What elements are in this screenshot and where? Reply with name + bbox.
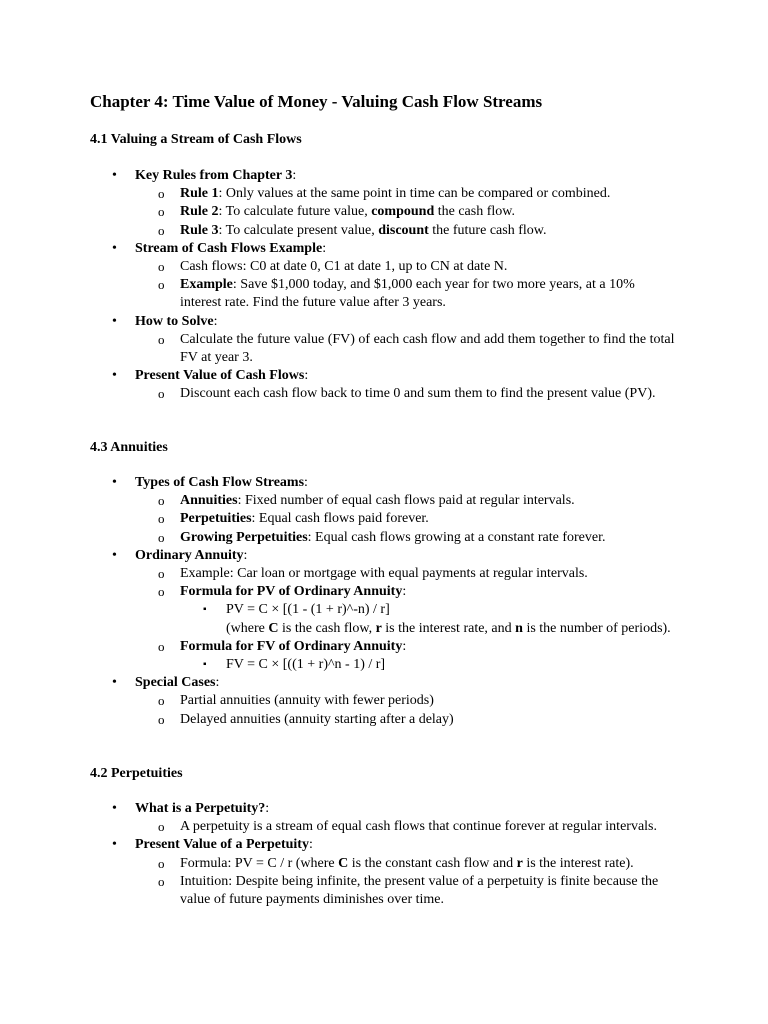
list-item: o Growing Perpetuities: Equal cash flows growing at a constant rate forever.: [90, 529, 690, 547]
list-item: • How to Solve:: [90, 313, 690, 331]
list-item: • Stream of Cash Flows Example:: [90, 240, 690, 258]
bullet-marker: o: [158, 186, 165, 202]
list-item: o Intuition: Despite being infinite, the present value of a perpetuity is finite because the value of future payments diminishes over time.: [158, 873, 659, 908]
list-item: [90, 601, 690, 637]
section-4-3-list: [90, 474, 690, 729]
list-item: o Discount each cash flow back to time 0 and sum them to find the present value (PV).: [90, 385, 690, 403]
list-item: o Rule 1: Only values at the same point in time can be compared or combined.: [90, 185, 690, 203]
list-item: o Cash flows: C0 at date 0, C1 at date 1, up to CN at date N.: [90, 258, 690, 276]
bullet-marker: o: [158, 259, 165, 275]
bullet-marker: o: [158, 204, 165, 220]
bullet-marker: •: [112, 547, 117, 563]
bullet-marker: •: [112, 313, 117, 329]
fv-annuity-equation: FV = C × [((1 + r)^n - 1) / r]: [226, 657, 386, 673]
bullet-marker: o: [158, 855, 165, 871]
list-item: o Formula for PV of Ordinary Annuity:: [90, 583, 690, 601]
section-4-2-list: [90, 800, 690, 909]
pv-annuity-equation: PV = C × [(1 - (1 + r)^-n) / r]: [226, 602, 390, 618]
bullet-marker: o: [158, 277, 165, 293]
bullet-marker: •: [112, 801, 117, 816]
section-heading-4-1: 4.1 Valuing a Stream of Cash Flows: [90, 132, 302, 147]
list-item: o Annuities: Fixed number of equal cash flows paid at regular intervals.: [90, 492, 690, 510]
bullet-marker: o: [158, 386, 165, 402]
page-title: Chapter 4: Time Value of Money - Valuing Cash Flow Streams: [90, 92, 543, 111]
list-item: • Key Rules from Chapter 3:: [90, 167, 690, 185]
bullet-marker: o: [158, 331, 165, 347]
bullet-marker: o: [158, 711, 165, 727]
bullet-marker: o: [158, 584, 165, 600]
list-item: o Rule 3: To calculate present value, discount the future cash flow.: [90, 222, 690, 240]
list-item: [90, 656, 690, 674]
bullet-marker: o: [158, 693, 165, 709]
pv-annuity-note: (where C is the cash flow, r is the interest rate, and n is the number of periods).: [226, 620, 671, 636]
bullet-marker: •: [112, 837, 117, 853]
list-item: • Special Cases:: [90, 674, 690, 692]
bullet-marker: o: [158, 819, 165, 835]
list-item: • Present Value of a Perpetuity:: [90, 836, 690, 854]
bullet-marker: •: [112, 475, 117, 490]
bullet-marker: o: [158, 638, 165, 654]
list-item: o Rule 2: To calculate future value, compound the cash flow.: [90, 203, 690, 221]
list-item: • Types of Cash Flow Streams:: [90, 474, 690, 492]
bullet-marker: o: [158, 529, 165, 545]
bullet-marker: o: [158, 566, 165, 582]
bullet-marker: o: [158, 873, 165, 889]
bullet-marker: •: [112, 168, 117, 183]
bullet-marker: o: [158, 511, 165, 527]
list-item: o Example: Save $1,000 today, and $1,000 each year for two more years, at a 10% interest rate. Find the future value after 3 years.: [158, 277, 635, 311]
list-item: o Calculate the future value (FV) of each cash flow and add them together to find the total FV at year 3.: [158, 331, 675, 366]
bullet-marker: •: [112, 675, 117, 691]
list-item: o Perpetuities: Equal cash flows paid forever.: [90, 510, 690, 528]
bullet-marker: •: [112, 240, 117, 256]
list-item: o A perpetuity is a stream of equal cash flows that continue forever at regular intervals.: [90, 818, 690, 836]
bullet-marker: o: [158, 222, 165, 238]
section-heading-4-2: 4.2 Perpetuities: [90, 766, 183, 781]
section-heading-4-3: 4.3 Annuities: [90, 440, 168, 455]
bullet-marker: •: [112, 368, 117, 384]
list-item: o Example: Car loan or mortgage with equal payments at regular intervals.: [90, 565, 690, 583]
bullet-marker: o: [158, 493, 165, 509]
bullet-marker: ▪: [203, 659, 207, 671]
list-item: o Partial annuities (annuity with fewer periods): [90, 692, 690, 710]
list-item: o Formula for FV of Ordinary Annuity:: [90, 638, 690, 656]
list-item: o Delayed annuities (annuity starting after a delay): [90, 711, 690, 729]
list-item: o Formula: PV = C / r (where C is the constant cash flow and r is the interest rate).: [90, 855, 690, 873]
section-4-1-list: [90, 167, 690, 404]
list-item: • Ordinary Annuity:: [90, 547, 690, 565]
list-item: • What is a Perpetuity?:: [90, 800, 690, 818]
bullet-marker: ▪: [203, 604, 207, 616]
list-item: • Present Value of Cash Flows:: [90, 367, 690, 385]
